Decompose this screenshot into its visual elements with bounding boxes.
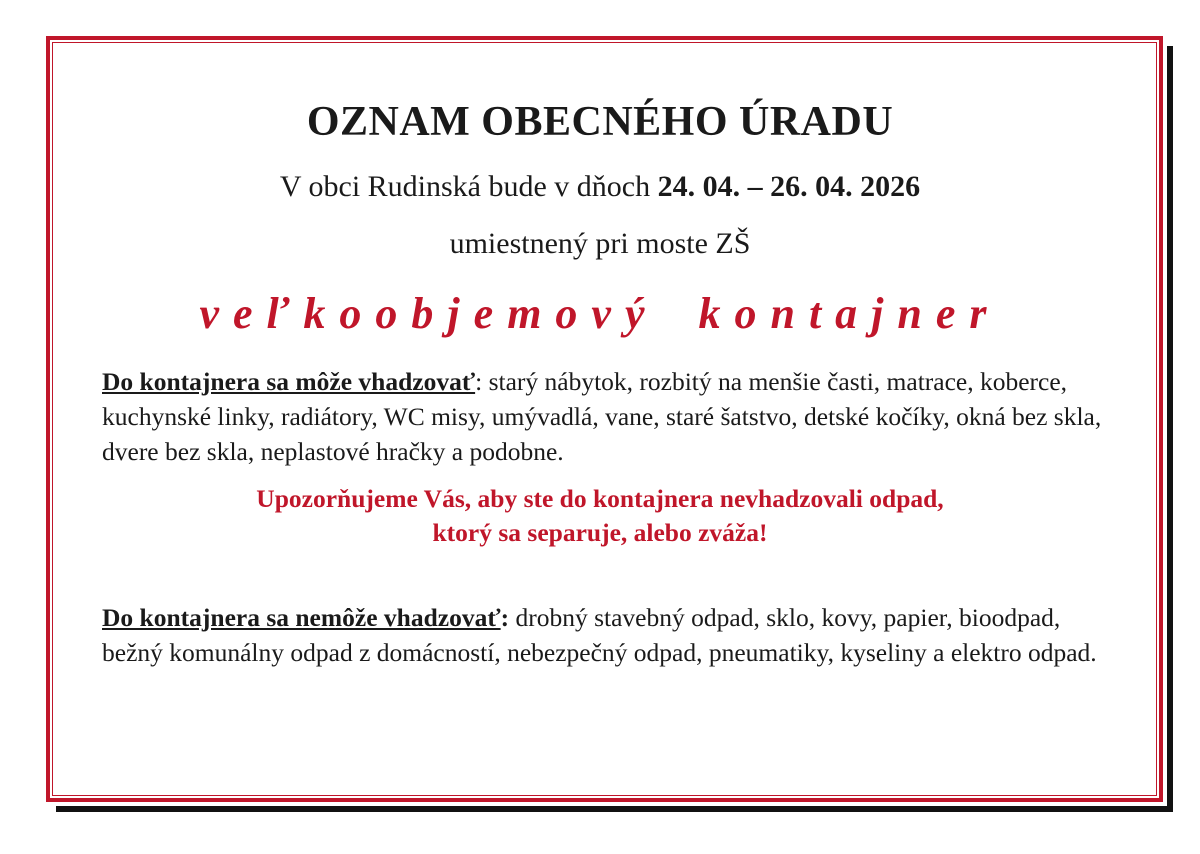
- warning-paragraph: [0, 482, 1200, 550]
- allowed-heading: Do kontajnera sa môže vhadzovať: [102, 367, 476, 396]
- date-range: 24. 04. – 26. 04. 2026: [657, 170, 921, 203]
- headline-word-1: veľkoobjemový: [199, 289, 659, 338]
- forbidden-colon: :: [500, 603, 510, 632]
- allowed-paragraph: [102, 364, 1102, 469]
- forbidden-text: drobný stavebný odpad, sklo, kovy, papier, bioodpad, bežný komunálny odpad z domácností, nebezpečný odpad, pneumatiky, kyseliny a elektro odpad.: [102, 603, 1097, 667]
- warning-line-2: ktorý sa separuje, alebo zváža!: [432, 518, 768, 547]
- notice-title: OZNAM OBECNÉHO ÚRADU: [306, 99, 894, 145]
- forbidden-paragraph: [102, 600, 1102, 670]
- forbidden-heading: Do kontajnera sa nemôže vhadzovať: [102, 603, 501, 632]
- warning-line-1: Upozorňujeme Vás, aby ste do kontajnera nevhadzovali odpad,: [256, 484, 944, 513]
- notice-date-line: [0, 170, 1200, 204]
- notice-location-line: umiestnený pri moste ZŠ: [449, 227, 751, 260]
- container-headline: [0, 288, 1200, 339]
- date-line-text: V obci Rudinská bude v dňoch: [279, 170, 658, 203]
- allowed-text: : starý nábytok, rozbitý na menšie časti, matrace, koberce, kuchynské linky, radiátory, WC misy, umývadlá, vane, staré šatstvo, detské kočíky, okná bez skla, dvere bez skla, neplastové hračky a podobne.: [102, 367, 1102, 466]
- headline-word-2: kontajner: [698, 289, 1001, 338]
